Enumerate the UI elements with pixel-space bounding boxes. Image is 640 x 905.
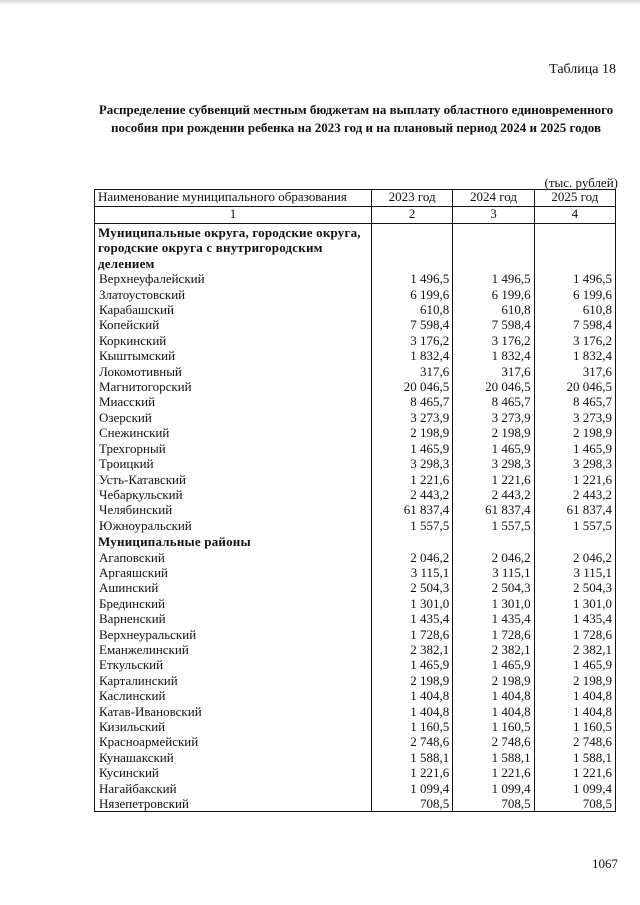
value-2025: 1 588,1 xyxy=(534,750,615,765)
value-2023: 2 046,2 xyxy=(371,550,452,565)
value-2023: 2 748,6 xyxy=(371,734,452,749)
value-2023: 7 598,4 xyxy=(371,317,452,332)
municipality-name: Златоустовский xyxy=(95,287,372,302)
value-2025: 20 046,5 xyxy=(534,379,615,394)
value-2025: 8 465,7 xyxy=(534,394,615,409)
value-2024: 1 221,6 xyxy=(453,765,534,780)
column-number: 3 xyxy=(453,207,534,224)
value-2025: 1 160,5 xyxy=(534,719,615,734)
units-note: (тыс. рублей) xyxy=(544,175,618,190)
municipality-name: Нагайбакский xyxy=(95,781,372,796)
table-row xyxy=(95,379,616,394)
municipality-name: Кунашакский xyxy=(95,750,372,765)
table-row xyxy=(95,750,616,765)
table-row xyxy=(95,627,616,642)
value-2024: 6 199,6 xyxy=(453,287,534,302)
municipality-name: Коркинский xyxy=(95,333,372,348)
value-2023: 1 588,1 xyxy=(371,750,452,765)
value-2025: 1 404,8 xyxy=(534,704,615,719)
value-2023: 3 298,3 xyxy=(371,456,452,471)
value-2023: 1 465,9 xyxy=(371,657,452,672)
value-2024: 1 404,8 xyxy=(453,704,534,719)
value-2023: 1 301,0 xyxy=(371,596,452,611)
section-title: Муниципальные районы xyxy=(95,533,372,549)
section-header-row xyxy=(95,533,616,549)
municipality-name: Челябинский xyxy=(95,502,372,517)
table-row xyxy=(95,302,616,317)
municipality-name: Брединский xyxy=(95,596,372,611)
table-row xyxy=(95,441,616,456)
section-title: Муниципальные округа, городские округа, городские округа с внутригородским делением xyxy=(95,224,372,272)
value-2024: 2 046,2 xyxy=(453,550,534,565)
table-row xyxy=(95,502,616,517)
municipality-name: Катав-Ивановский xyxy=(95,704,372,719)
municipality-name: Троицкий xyxy=(95,456,372,471)
table-row xyxy=(95,472,616,487)
municipality-name: Озерский xyxy=(95,410,372,425)
value-2024: 3 298,3 xyxy=(453,456,534,471)
value-2025: 1 465,9 xyxy=(534,441,615,456)
table-row xyxy=(95,704,616,719)
empty-cell xyxy=(453,533,534,549)
value-2024: 2 504,3 xyxy=(453,580,534,595)
table-row xyxy=(95,518,616,533)
value-2024: 3 273,9 xyxy=(453,410,534,425)
value-2024: 1 221,6 xyxy=(453,472,534,487)
value-2025: 1 557,5 xyxy=(534,518,615,533)
municipality-name: Нязепетровский xyxy=(95,796,372,812)
value-2024: 20 046,5 xyxy=(453,379,534,394)
municipality-name: Чебаркульский xyxy=(95,487,372,502)
value-2025: 2 198,9 xyxy=(534,673,615,688)
municipality-name: Агаповский xyxy=(95,550,372,565)
municipality-name: Каслинский xyxy=(95,688,372,703)
value-2023: 1 160,5 xyxy=(371,719,452,734)
municipality-name: Кизильский xyxy=(95,719,372,734)
value-2024: 1 465,9 xyxy=(453,657,534,672)
table-row xyxy=(95,333,616,348)
value-2023: 708,5 xyxy=(371,796,452,812)
value-2025: 1 221,6 xyxy=(534,472,615,487)
value-2025: 1 728,6 xyxy=(534,627,615,642)
table-row xyxy=(95,550,616,565)
table-row xyxy=(95,719,616,734)
municipality-name: Магнитогорский xyxy=(95,379,372,394)
municipality-name: Миасский xyxy=(95,394,372,409)
header-2024: 2024 год xyxy=(453,190,534,207)
value-2023: 1 099,4 xyxy=(371,781,452,796)
municipality-name: Ашинский xyxy=(95,580,372,595)
column-number: 2 xyxy=(371,207,452,224)
table-row xyxy=(95,657,616,672)
document-title: Распределение субвенций местным бюджетам на выплату областного единовременного пособия при рождении ребенка на 2023 год и на плановый период 2024 и 2025 годов xyxy=(98,102,614,135)
empty-cell xyxy=(453,224,534,272)
value-2024: 1 160,5 xyxy=(453,719,534,734)
municipality-name: Локомотивный xyxy=(95,364,372,379)
table-row xyxy=(95,317,616,332)
value-2025: 317,6 xyxy=(534,364,615,379)
table-header-row xyxy=(95,190,616,207)
value-2024: 1 301,0 xyxy=(453,596,534,611)
table-row xyxy=(95,410,616,425)
header-municipality: Наименование муниципального образования xyxy=(95,190,372,207)
value-2024: 3 115,1 xyxy=(453,565,534,580)
value-2024: 8 465,7 xyxy=(453,394,534,409)
header-2025: 2025 год xyxy=(534,190,615,207)
table-row xyxy=(95,642,616,657)
table-row xyxy=(95,673,616,688)
municipality-name: Карталинский xyxy=(95,673,372,688)
value-2025: 7 598,4 xyxy=(534,317,615,332)
municipality-name: Карабашский xyxy=(95,302,372,317)
municipality-name: Кусинский xyxy=(95,765,372,780)
value-2023: 1 496,5 xyxy=(371,271,452,286)
value-2025: 610,8 xyxy=(534,302,615,317)
value-2023: 1 404,8 xyxy=(371,688,452,703)
table-row xyxy=(95,271,616,286)
municipality-name: Еткульский xyxy=(95,657,372,672)
value-2023: 1 557,5 xyxy=(371,518,452,533)
value-2025: 1 465,9 xyxy=(534,657,615,672)
municipality-name: Красноармейский xyxy=(95,734,372,749)
value-2024: 2 382,1 xyxy=(453,642,534,657)
municipality-name: Кыштымский xyxy=(95,348,372,363)
value-2024: 2 748,6 xyxy=(453,734,534,749)
value-2023: 610,8 xyxy=(371,302,452,317)
section-header-row xyxy=(95,224,616,272)
empty-cell xyxy=(371,224,452,272)
table-row xyxy=(95,781,616,796)
value-2024: 2 198,9 xyxy=(453,425,534,440)
value-2023: 20 046,5 xyxy=(371,379,452,394)
table-row xyxy=(95,394,616,409)
value-2024: 1 588,1 xyxy=(453,750,534,765)
value-2024: 2 443,2 xyxy=(453,487,534,502)
empty-cell xyxy=(371,533,452,549)
municipality-name: Верхнеуральский xyxy=(95,627,372,642)
value-2024: 610,8 xyxy=(453,302,534,317)
municipality-name: Трехгорный xyxy=(95,441,372,456)
value-2023: 3 176,2 xyxy=(371,333,452,348)
value-2025: 61 837,4 xyxy=(534,502,615,517)
value-2025: 2 382,1 xyxy=(534,642,615,657)
value-2023: 1 221,6 xyxy=(371,472,452,487)
value-2025: 1 832,4 xyxy=(534,348,615,363)
value-2025: 2 748,6 xyxy=(534,734,615,749)
value-2023: 1 728,6 xyxy=(371,627,452,642)
value-2025: 1 099,4 xyxy=(534,781,615,796)
value-2025: 3 273,9 xyxy=(534,410,615,425)
value-2025: 2 198,9 xyxy=(534,425,615,440)
value-2024: 1 832,4 xyxy=(453,348,534,363)
value-2024: 317,6 xyxy=(453,364,534,379)
table-body xyxy=(95,224,616,812)
table-row xyxy=(95,611,616,626)
municipality-name: Варненский xyxy=(95,611,372,626)
value-2024: 1 496,5 xyxy=(453,271,534,286)
municipality-name: Верхнеуфалейский xyxy=(95,271,372,286)
value-2023: 6 199,6 xyxy=(371,287,452,302)
value-2023: 1 832,4 xyxy=(371,348,452,363)
value-2023: 2 198,9 xyxy=(371,425,452,440)
value-2025: 1 435,4 xyxy=(534,611,615,626)
value-2024: 1 728,6 xyxy=(453,627,534,642)
column-number: 4 xyxy=(534,207,615,224)
subvention-table xyxy=(94,189,616,812)
scan-top-edge xyxy=(0,0,640,5)
value-2024: 1 557,5 xyxy=(453,518,534,533)
table-row xyxy=(95,425,616,440)
empty-cell xyxy=(534,533,615,549)
value-2024: 61 837,4 xyxy=(453,502,534,517)
value-2025: 708,5 xyxy=(534,796,615,812)
value-2023: 1 404,8 xyxy=(371,704,452,719)
value-2023: 1 465,9 xyxy=(371,441,452,456)
page-number: 1067 xyxy=(592,856,618,871)
header-2023: 2023 год xyxy=(371,190,452,207)
value-2025: 1 221,6 xyxy=(534,765,615,780)
value-2023: 3 273,9 xyxy=(371,410,452,425)
table-row xyxy=(95,688,616,703)
municipality-name: Снежинский xyxy=(95,425,372,440)
value-2025: 3 298,3 xyxy=(534,456,615,471)
value-2025: 2 504,3 xyxy=(534,580,615,595)
value-2024: 1 099,4 xyxy=(453,781,534,796)
value-2023: 2 198,9 xyxy=(371,673,452,688)
table-row xyxy=(95,734,616,749)
column-number: 1 xyxy=(95,207,372,224)
table-row xyxy=(95,348,616,363)
value-2025: 1 404,8 xyxy=(534,688,615,703)
table-row xyxy=(95,796,616,812)
table-number: Таблица 18 xyxy=(549,62,616,77)
value-2024: 3 176,2 xyxy=(453,333,534,348)
value-2024: 7 598,4 xyxy=(453,317,534,332)
table-row xyxy=(95,364,616,379)
value-2023: 1 221,6 xyxy=(371,765,452,780)
value-2023: 61 837,4 xyxy=(371,502,452,517)
value-2023: 8 465,7 xyxy=(371,394,452,409)
value-2023: 1 435,4 xyxy=(371,611,452,626)
value-2025: 1 301,0 xyxy=(534,596,615,611)
value-2023: 2 382,1 xyxy=(371,642,452,657)
value-2025: 3 176,2 xyxy=(534,333,615,348)
value-2023: 3 115,1 xyxy=(371,565,452,580)
municipality-name: Копейский xyxy=(95,317,372,332)
value-2025: 6 199,6 xyxy=(534,287,615,302)
value-2024: 1 435,4 xyxy=(453,611,534,626)
value-2023: 317,6 xyxy=(371,364,452,379)
table-row xyxy=(95,456,616,471)
municipality-name: Усть-Катавский xyxy=(95,472,372,487)
value-2025: 1 496,5 xyxy=(534,271,615,286)
value-2023: 2 504,3 xyxy=(371,580,452,595)
empty-cell xyxy=(534,224,615,272)
table-row xyxy=(95,487,616,502)
value-2025: 3 115,1 xyxy=(534,565,615,580)
value-2024: 2 198,9 xyxy=(453,673,534,688)
value-2025: 2 046,2 xyxy=(534,550,615,565)
municipality-name: Аргаяшский xyxy=(95,565,372,580)
municipality-name: Еманжелинский xyxy=(95,642,372,657)
table-row xyxy=(95,287,616,302)
value-2025: 2 443,2 xyxy=(534,487,615,502)
value-2024: 1 404,8 xyxy=(453,688,534,703)
municipality-name: Южноуральский xyxy=(95,518,372,533)
column-number-row xyxy=(95,207,616,224)
value-2024: 1 465,9 xyxy=(453,441,534,456)
table-row xyxy=(95,765,616,780)
table-row xyxy=(95,596,616,611)
value-2024: 708,5 xyxy=(453,796,534,812)
table-row xyxy=(95,565,616,580)
value-2023: 2 443,2 xyxy=(371,487,452,502)
table-row xyxy=(95,580,616,595)
